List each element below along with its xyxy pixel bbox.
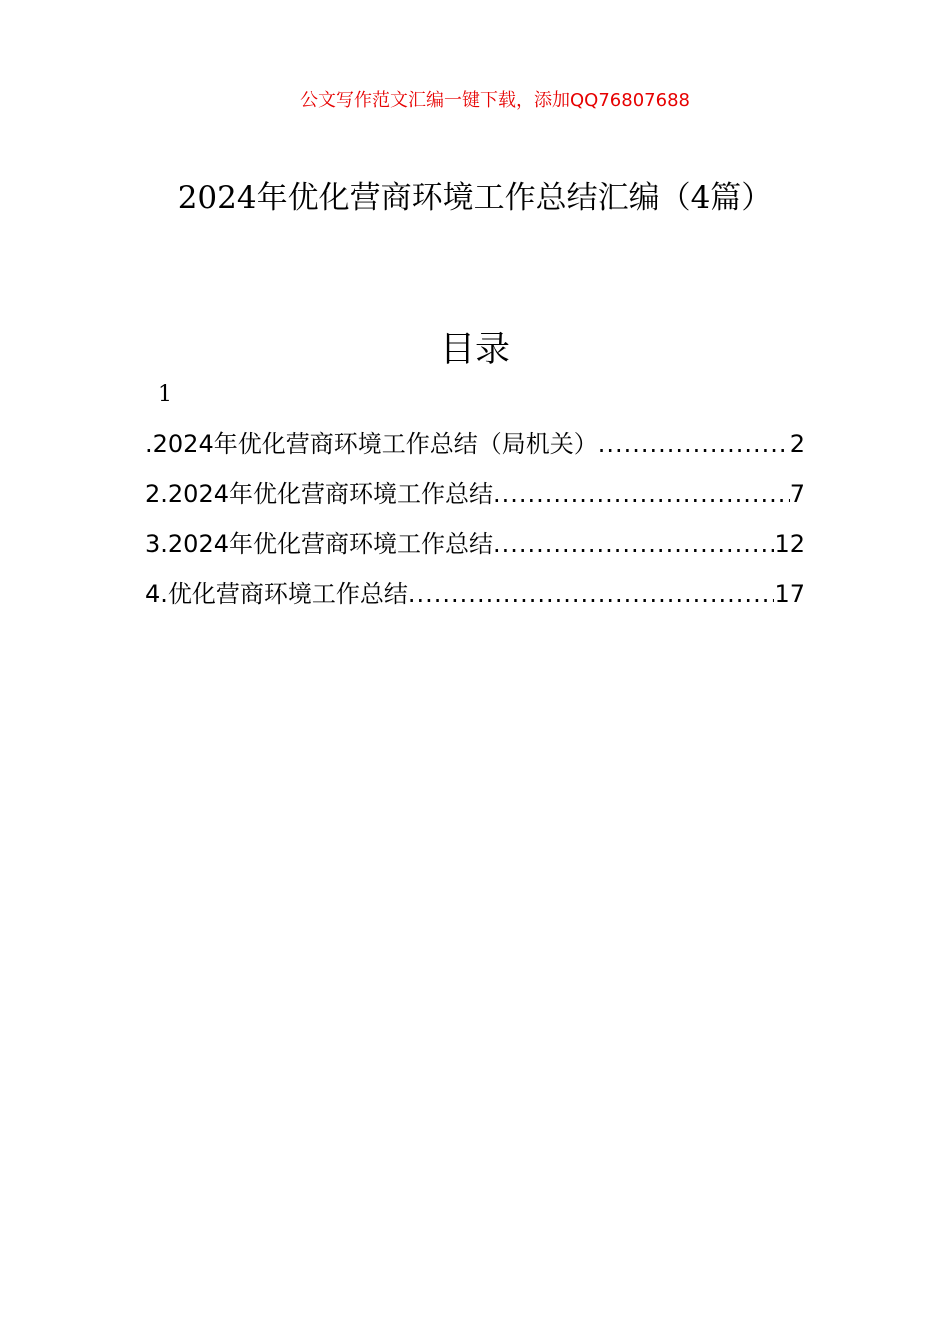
toc-entry-title: 3.2024年优化营商环境工作总结 [145, 530, 493, 558]
toc-entry-page: 2 [789, 430, 805, 458]
toc-entry-page: 7 [789, 480, 805, 508]
toc-heading: 目录 [439, 330, 510, 370]
toc-leader-dots [493, 472, 790, 516]
toc-entry-4[interactable] [145, 572, 805, 622]
toc-first-number: 1 [158, 382, 172, 407]
promo-banner[interactable]: 公文写作范文汇编一键下载，添加QQ76807688 [300, 90, 690, 111]
toc-leader-dots [408, 572, 775, 616]
toc-entry-2[interactable] [145, 472, 805, 522]
toc-entry-page: 12 [774, 530, 805, 558]
toc-entry-3[interactable] [145, 522, 805, 572]
table-of-contents [145, 422, 805, 622]
toc-entry-1[interactable] [145, 422, 805, 472]
toc-leader-dots [493, 522, 774, 566]
document-title: 2024年优化营商环境工作总结汇编（4篇） [177, 180, 773, 216]
toc-leader-dots [598, 422, 790, 466]
toc-entry-title: 2.2024年优化营商环境工作总结 [145, 480, 493, 508]
toc-entry-page: 17 [774, 580, 805, 608]
toc-entry-title: .2024年优化营商环境工作总结（局机关） [145, 430, 598, 458]
toc-entry-title: 4.优化营商环境工作总结 [145, 580, 408, 608]
